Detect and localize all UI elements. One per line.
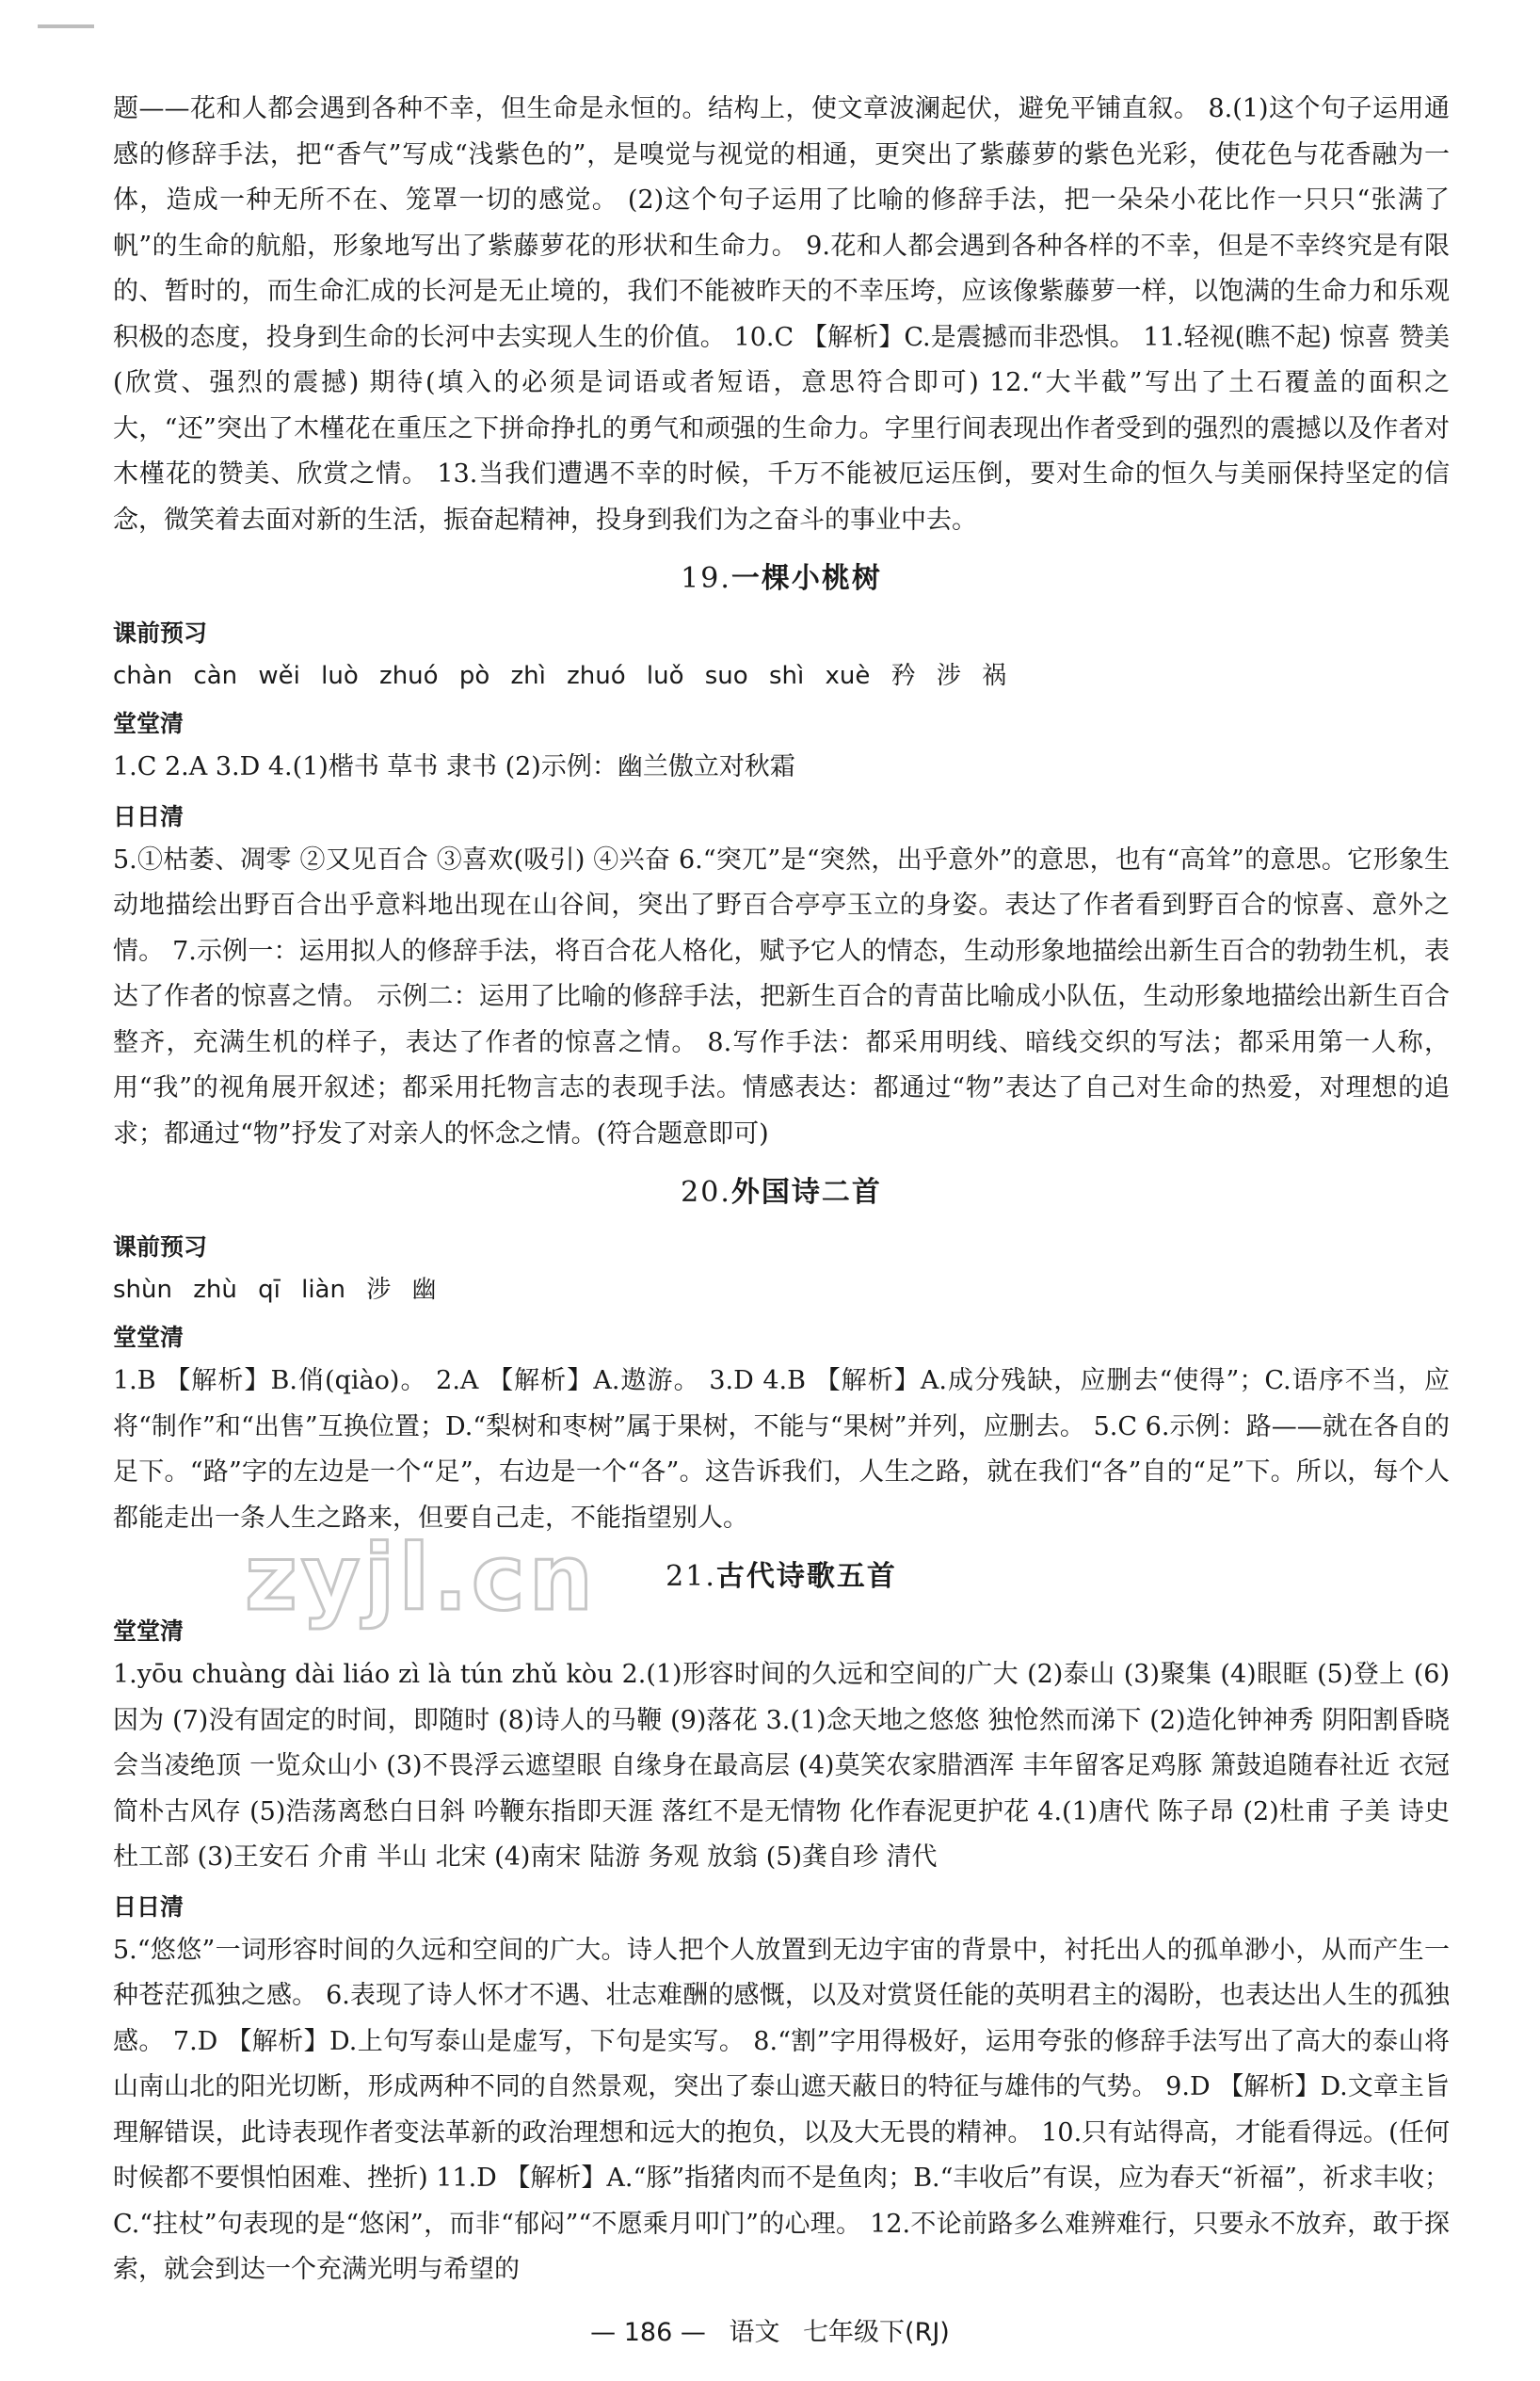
- answer-page: [113, 87, 1450, 2293]
- page-number: — 186 —: [590, 2318, 706, 2347]
- preview-heading: 课前预习: [113, 619, 208, 647]
- section-number: 21.: [666, 1560, 716, 1593]
- section-number: 19.: [681, 562, 731, 595]
- daily-heading: 日日清: [113, 802, 184, 830]
- daily-heading: 日日清: [113, 1892, 184, 1921]
- footer-grade: 七年级下(RJ): [803, 2318, 950, 2347]
- class-heading: 堂堂清: [113, 1617, 184, 1645]
- page-footer: [0, 2311, 1540, 2348]
- preview-answers: shùn zhù qī liàn 涉 幽: [113, 1276, 437, 1304]
- watermark-logo: zyjl.cn: [245, 1525, 597, 1631]
- class-heading: 堂堂清: [113, 1324, 184, 1351]
- footer-subject: 语文: [729, 2318, 780, 2347]
- daily-answers: 5.①枯萎、凋零 ②又见百合 ③喜欢(吸引) ④兴奋 6.“突兀”是“突然，出乎意外”的意思，也有“高耸”的意思。它形象生动地描绘出野百合出乎意料地出现在山谷间，突出了野百合亭亭玉立的身姿。表达了作者看到野百合的惊喜、意外之情。 7.示例一：运用拟人的修辞手法，将百合花人格化，赋予它人的情态，生动形象地描绘出新生百合的勃勃生机，表达了作者的惊喜之情。 示例二：运用了比喻的修辞手法，把新生百合的青苗比喻成小队伍，生动形象地描绘出新生百合整齐，充满生机的样子，表达了作者的惊喜之情。 8.写作手法：都采用明线、暗线交织的写法；都采用第一人称，用“我”的视角展开叙述；都采用托物言志的表现手法。情感表达：都通过“物”表达了自己对生命的热爱，对理想的追求；都通过“物”抒发了对亲人的怀念之情。(符合题意即可): [113, 845, 1450, 1149]
- continued-answers: 题——花和人都会遇到各种不幸，但生命是永恒的。结构上，使文章波澜起伏，避免平铺直叙。 8.(1)这个句子运用通感的修辞手法，把“香气”写成“浅紫色的”，是嗅觉与视觉的相通，更突出了紫藤萝的紫色光彩，使花色与花香融为一体，造成一种无所不在、笼罩一切的感觉。 (2)这个句子运用了比喻的修辞手法，把一朵朵小花比作一只只“张满了帆”的生命的航船，形象地写出了紫藤萝花的形状和生命力。 9.花和人都会遇到各种各样的不幸，但是不幸终究是有限的、暂时的，而生命汇成的长河是无止境的，我们不能被昨天的不幸压垮，应该像紫藤萝一样，以饱满的生命力和乐观积极的态度，投身到生命的长河中去实现人生的价值。 10.C 【解析】C.是震撼而非恐惧。 11.轻视(瞧不起) 惊喜 赞美(欣赏、强烈的震撼) 期待(填入的必须是词语或者短语，意思符合即可) 12.“大半截”写出了土石覆盖的面积之大，“还”突出了木槿花在重压之下拼命挣扎的勇气和顽强的生命力。字里行间表现出作者受到的强烈的震撼以及作者对木槿花的赞美、欣赏之情。 13.当我们遭遇不幸的时候，千万不能被厄运压倒，要对生命的恒久与美丽保持坚定的信念，微笑着去面对新的生活，振奋起精神，投身到我们为之奋斗的事业中去。: [113, 94, 1450, 535]
- section-title-19: [113, 551, 1450, 607]
- preview-heading: 课前预习: [113, 1233, 208, 1261]
- class-heading: 堂堂清: [113, 710, 184, 737]
- section-number: 20.: [681, 1176, 731, 1209]
- section-title-text: 一棵小桃树: [730, 562, 882, 595]
- daily-answers: 5.“悠悠”一词形容时间的久远和空间的广大。诗人把个人放置到无边宇宙的背景中，衬托出人的孤单渺小，从而产生一种苍茫孤独之感。 6.表现了诗人怀才不遇、壮志难酬的感慨，以及对赏贤任能的英明君主的渴盼，也表达出人生的孤独感。 7.D 【解析】D.上句写泰山是虚写，下句是实写。 8.“割”字用得极好，运用夸张的修辞手法写出了高大的泰山将山南山北的阳光切断，形成两种不同的自然景观，突出了泰山遮天蔽日的特征与雄伟的气势。 9.D 【解析】D.文章主旨理解错误，此诗表现作者变法革新的政治理想和远大的抱负，以及大无畏的精神。 10.只有站得高，才能看得远。(任何时候都不要惧怕困难、挫折) 11.D 【解析】A.“豚”指猪肉而不是鱼肉；B.“丰收后”有误，应为春天“祈福”，祈求丰收；C.“拄杖”句表现的是“悠闲”，而非“郁闷”“不愿乘月叩门”的心理。 12.不论前路多么难辨难行，只要永不放弃，敢于探索，就会到达一个充满光明与希望的: [113, 1935, 1450, 2284]
- class-answers: 1.B 【解析】B.俏(qiào)。 2.A 【解析】A.遨游。 3.D 4.B 【解析】A.成分残缺，应删去“使得”；C.语序不当，应将“制作”和“出售”互换位置；D.“梨树和枣树”属于果树，不能与“果树”并列，应删去。 5.C 6.示例：路——就在各自的足下。“路”字的左边是一个“足”，右边是一个“各”。这告诉我们，人生之路，就在我们“各”自的“足”下。所以，每个人都能走出一条人生之路来，但要自己走，不能指望别人。: [113, 1366, 1450, 1533]
- class-answers: 1.C 2.A 3.D 4.(1)楷书 草书 隶书 (2)示例：幽兰傲立对秋霜: [113, 752, 795, 781]
- preview-answers: chàn càn wěi luò zhuó pò zhì zhuó luǒ suo shì xuè 矜 涉 祸: [113, 662, 1007, 690]
- section-title-text: 古代诗歌五首: [715, 1560, 897, 1593]
- section-title-20: [113, 1165, 1450, 1221]
- class-answers: 1.yōu chuàng dài liáo zì là tún zhǔ kòu 2.(1)形容时间的久远和空间的广大 (2)泰山 (3)聚集 (4)眼眶 (5)登上 (6)因为 (7)没有固定的时间，即随时 (8)诗人的马鞭 (9)落花 3.(1)念天地之悠悠 独怆然而涕下 (2)造化钟神秀 阴阳割昏晓 会当凌绝顶 一览众山小 (3)不畏浮云遮望眼 自缘身在最高层 (4)莫笑农家腊酒浑 丰年留客足鸡豚 箫鼓追随春社近 衣冠简朴古风存 (5)浩荡离愁白日斜 吟鞭东指即天涯 落红不是无情物 化作春泥更护花 4.(1)唐代 陈子昂 (2)杜甫 子美 诗史 杜工部 (3)王安石 介甫 半山 北宋 (4)南宋 陆游 务观 放翁 (5)龚自珍 清代: [113, 1660, 1450, 1872]
- top-edge-mark: [38, 24, 94, 28]
- section-title-text: 外国诗二首: [730, 1176, 882, 1209]
